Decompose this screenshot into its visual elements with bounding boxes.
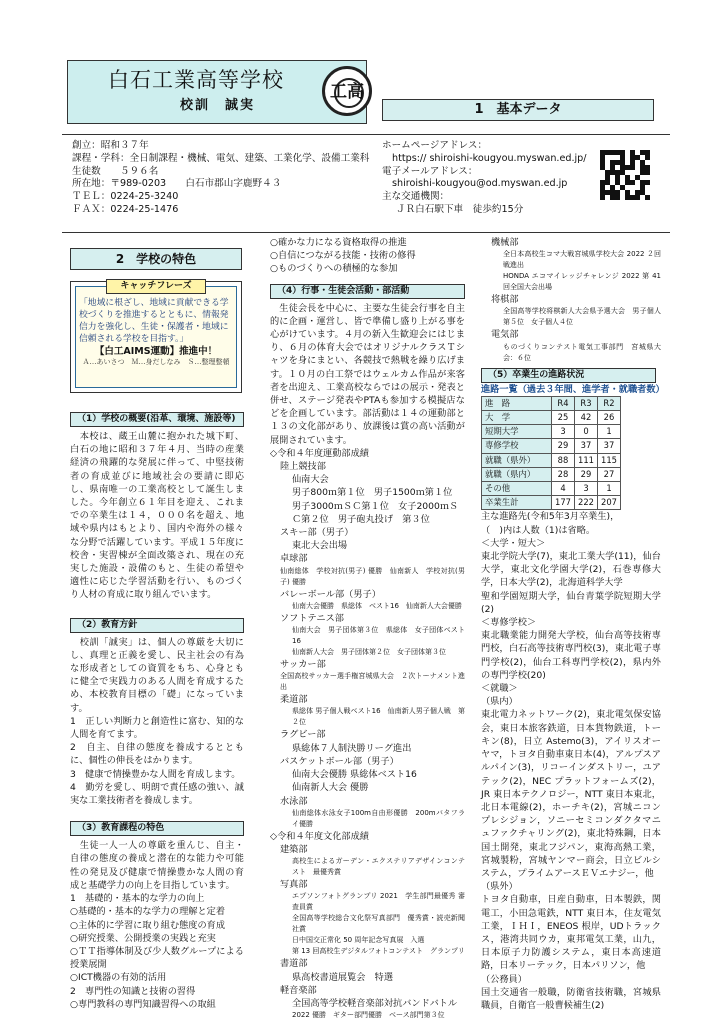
table-row [482, 425, 621, 439]
curriculum-item: ○ICT機器の有効的活用 [70, 972, 167, 984]
catchphrase-label: キャッチフレーズ [106, 279, 206, 294]
policy-text: 校訓「誠実」は、個人の尊厳を大切にし、真理と正義を愛し、民主社会の有為な形成者としての資質をもち、心身ともに健全で実践力のある人間を育成するため、本校教育目標の「礎」になっています。 [70, 636, 244, 714]
career-table-cell: 4 [552, 482, 575, 496]
club-result: 東北大会出場 [292, 540, 348, 552]
curriculum-list-continued [270, 236, 465, 276]
qr-code-icon[interactable] [600, 150, 650, 200]
club-result: 高校生によるガーデン・エクステリアデザインコンテスト 最優秀賞 [292, 857, 465, 877]
address: 所在地：〒989-0203 白石市郡山字鹿野４３ [72, 178, 282, 190]
curriculum-text: 生徒一人一人の尊厳を重んじ、自主・自律の態度の養成と潜在的な能力や可能性の発見及び健康で情操豊かな人間の育成と基礎学力の向上を目指しています。 [70, 840, 244, 891]
catchphrase-text: 「地域に根ざし、地域に貢献できる学校づくりを推進するとともに、情報発信力を強化し、生徒・保護者・地域に信頼される学校を目指す。」 [79, 298, 229, 344]
transport-label: 主な交通機関： [382, 191, 450, 203]
career-destination: （県外） [481, 881, 518, 893]
basic-info-left [72, 140, 369, 217]
curriculum-item: ○専門教科の専門知識習得への取組 [70, 998, 216, 1010]
policy-item: 2 自主、自律の態度を養成するとともに、個性の伸長をはかります。 [70, 742, 244, 767]
career-table-cell: 1 [598, 482, 621, 496]
divider-mid [62, 232, 670, 233]
career-table-cell: 大 学 [482, 411, 552, 425]
heading-career: （5）卒業生の進路状況 [481, 368, 656, 383]
column-3 [481, 236, 668, 1012]
career-table-cell: 短期大学 [482, 425, 552, 439]
career-table-cell: 就職（県外） [482, 453, 552, 467]
mail-address[interactable]: shiroishi-kougyou@od.myswan.ed.jp [392, 178, 568, 190]
career-table-cell: 卒業生計 [482, 496, 552, 510]
career-table-cell: 207 [598, 496, 621, 510]
career-table-cell: 29 [575, 467, 598, 481]
club-result: 全国高校サッカー選手権宮城県大会 ２次トーナメント進出 [280, 672, 465, 692]
career-table-header: R4 [552, 396, 575, 410]
club-result: 県高校書道展覧会 特選 [292, 971, 394, 983]
policy-list [70, 715, 244, 807]
mail-label: 電子メールアドレス： [382, 165, 478, 177]
column-1 [70, 412, 244, 1011]
career-table-cell: 就職（県内） [482, 467, 552, 481]
section-basic-data-heading: 1 基本データ [382, 99, 654, 121]
career-table [481, 396, 621, 511]
club-result: 仙南大会優勝 県総体ベスト16 [292, 769, 417, 781]
career-destination: ＜大学・短大＞ [481, 537, 546, 549]
club-result: 第 13 回高校生デジタルフォトコンテスト グランプリ [292, 947, 465, 956]
career-table-cell: 37 [598, 439, 621, 453]
catchphrase-box [70, 281, 242, 393]
policy-item: 1 正しい判断力と創造性に富む、知的な人間を育てます。 [70, 715, 244, 741]
career-table-cell: 111 [575, 453, 598, 467]
career-table-cell: 26 [598, 411, 621, 425]
career-destination: 東北職業能力開発大学校，仙台高等技術専門校，白石高等技術専門校(3)，東北電子専門学校(2)，仙台工科専門学校(2)，県内外の専門学校(20) [481, 630, 661, 681]
career-table-cell: 3 [552, 425, 575, 439]
hp-url[interactable]: https:// shiroishi-kougyou.myswan.ed.jp/ [392, 152, 587, 164]
career-table-cell: 177 [552, 496, 575, 510]
curriculum-item: ○確かな力になる資格取得の推進 [270, 237, 407, 248]
career-destination: 聖和学園短期大学，仙台青葉学院短期大学(2) [481, 590, 661, 615]
club-result: 仙南総体 学校対抗(男子) 優勝 仙南新人 学校対抗(男子) 優勝 [280, 566, 465, 586]
curriculum-item: 2 専門性の知識と技術の習得 [70, 985, 196, 997]
career-table-title: 進路一覧（過去３年間、進学者・就職者数） [481, 383, 665, 395]
club-result: HONDA エコマイレッジチャレンジ 2022 第 41 回全国大会出場 [503, 272, 661, 292]
club-result: 日中国交正常化 50 周年記念写真展 入選 [292, 936, 425, 945]
career-table-cell: 29 [552, 439, 575, 453]
aims-campaign: 【白工AIMS運動】推進中！ [94, 346, 218, 357]
club-result: ものづくりコンテスト電気工事部門 宮城県大会：６位 [503, 342, 661, 362]
club-result: ソフトテニス部 [280, 612, 344, 624]
career-destination: トヨタ自動車，日産自動車，日本製鉄，関電工，小田急電鉄，NTT 東日本，住友電気工業，ＩＨＩ，ENEOS 根岸，UDトラックス，港湾共同ウカ，東邦電気工業，山九，日本原子力防護システム，東日本高速道路，日本リーテック，日本パリソン，他 [481, 894, 661, 972]
career-destinations [481, 537, 661, 1012]
curriculum-item: ○ものづくりへの積極的な参加 [270, 263, 398, 275]
club-result: 県総体７人制決勝リーグ進出 [292, 742, 412, 754]
club-result: ◇令和４年度文化部成績 [270, 830, 369, 842]
curriculum-list [70, 892, 244, 1011]
career-table-cell: その他 [482, 482, 552, 496]
table-row [482, 467, 621, 481]
career-destination: （県内） [481, 696, 518, 708]
career-destination: 東北学院大学(7)，東北工業大学(11)，仙台大学，東北文化学園大学(2)，石巻専修大学，日本大学(2)，北海道科学大学 [481, 551, 661, 589]
club-result: 仙南大会 [292, 474, 329, 486]
club-result: バレーボール部（男子） [280, 588, 381, 600]
club-result: 県総体 男子個人戦ベスト16 仙南新人男子個人戦 第２位 [292, 707, 465, 727]
career-table-header: R2 [598, 396, 621, 410]
aims-key: Ａ…あいさつ Ｍ…身だしなみ Ｓ…整理整頓 [82, 358, 230, 367]
club-result: 仙南大会 男子団体第３位 県総体 女子団体ベスト16 [292, 626, 465, 646]
club-result: 仙南新人大会 優勝 [292, 782, 369, 794]
career-destination: ＜専修学校＞ [481, 617, 537, 629]
career-table-cell: 27 [598, 467, 621, 481]
school-motto: 校訓 誠実 [180, 98, 256, 113]
club-result: 男子3000ｍＳＣ第１位 女子2000ｍＳ [292, 500, 459, 512]
curriculum-item: ○ＴＴ指導体制及び少人数グループによる授業展開 [70, 945, 244, 971]
divider-top [62, 134, 670, 135]
career-destination: 東北電力ネットワーク(2)，東北電気保安協会，東日本旅客鉄道，日本貨物鉄道，トーキン(8)，日立 Astemo(3)，アイリスオーヤマ，トヨタ自動車東日本(4)，アルプスアルパイン(3)，リコーインダストリー，ユアテック(2)，NEC プラットフォームズ(2)，JR 東日本テクノロジー，NTT 東日本東北，北日本電線(2)，ホーチキ(2)，宮城ニコンプレシジョン，ソニーセミコンダクタマニュファクチャリング(2)，東北特殊鋼，日本国土開発，東北フジパン，東海高熱工業，宮城製粉，宮城ヤンマー商会，日立ビルシステム，プライムアースＥＶエナジー，他 [481, 709, 661, 879]
club-result: バスケットボール部（男子） [280, 755, 399, 767]
tel: ＴＥＬ：0224-25-3240 [72, 191, 179, 203]
club-result: 電気部 [491, 329, 519, 341]
club-result: 全国高等学校将棋新人大会県予選大会 男子個人 第５位 女子個人４位 [503, 307, 668, 327]
heading-overview: （1）学校の概要(沿革、環境、施設等) [70, 412, 244, 427]
career-table-cell: 222 [575, 496, 598, 510]
career-note-1: 主な進路先(令和5年3月卒業生)， [481, 511, 620, 523]
club-result: 将棋部 [491, 294, 519, 306]
policy-item: 3 健康で情操豊かな人間を育成します。 [70, 768, 241, 780]
career-table-cell: 1 [598, 425, 621, 439]
career-table-cell: 専修学校 [482, 439, 552, 453]
club-result: 仙南大会優勝 県総体 ベスト16 仙南新人大会優勝 [292, 601, 462, 610]
curriculum-item: ○基礎的・基本的な学力の理解と定着 [70, 906, 226, 918]
career-note-2: （ )内は人数（1)は省略。 [481, 524, 596, 536]
activities-text: 生徒会長を中心に、主要な生徒会行事を自主的に企画・運営し、皆で準備し盛り上がる事を心がけています。４月の新入生歓迎会にはじまり、６月の体育大会ではオリジナルクラスＴシャツを身にまとい、各競技で熱戦を繰り広げます。１０月の白工祭ではウェルカム作品が来客者を出迎え、工業高校ならではの展示・発表と併せ、ステージ発表やPTAも参加する模擬店などを企画しています。部活動は１４の運動部と１３の文化部があり、放課後は賞の高い活動が展開されています。 [270, 302, 465, 446]
club-result: 機械部 [491, 237, 519, 248]
table-row [482, 453, 621, 467]
transport: ＪＲ白石駅下車 徒歩約15分 [396, 203, 524, 215]
heading-curriculum: （3）教育課程の特色 [70, 821, 244, 836]
career-table-cell: 37 [575, 439, 598, 453]
club-result: ラグビー部 [280, 729, 326, 741]
table-row [482, 411, 621, 425]
table-row [482, 482, 621, 496]
table-row [482, 439, 621, 453]
heading-policy: （2）教育方針 [70, 618, 244, 633]
school-name: 白石工業高等学校 [108, 68, 284, 92]
club-result: 水泳部 [280, 795, 308, 807]
fax: ＦＡＸ：0224-25-1476 [72, 203, 179, 215]
club-results [270, 460, 465, 1021]
career-table-cell: 115 [598, 453, 621, 467]
column-2 [270, 236, 465, 1021]
heading-activities: （4）行事・生徒会活動・部活動 [270, 284, 465, 299]
curriculum-item: 1 基礎的・基本的な学力の向上 [70, 893, 205, 905]
table-row [482, 496, 621, 510]
policy-item: 4 勤労を愛し、明朗で責任感の強い、誠実な工業技術者を養成します。 [70, 781, 244, 807]
club-result: 柔道部 [280, 694, 308, 706]
hp-label: ホームページアドレス： [382, 140, 488, 151]
club-result: サッカー部 [280, 659, 326, 671]
career-destination: 国土交通省一般職，防衛省技術職，宮城県職員，自衛官一般曹候補生(2) [481, 986, 661, 1011]
students: 生徒数 ５９６名 [72, 165, 159, 177]
career-destination: ＜就職＞ [481, 683, 518, 695]
curriculum-item: ○研究授業、公開授業の実践と充実 [70, 932, 216, 944]
club-result: 全国高等学校軽音楽部対抗バンドバトル [292, 997, 458, 1009]
career-table-cell: 88 [552, 453, 575, 467]
career-table-cell: 42 [575, 411, 598, 425]
club-result: 陸上競技部 [280, 461, 326, 473]
club-result: 全国高等学校総合文化祭写真部門 優秀賞・読売新聞社賞 [292, 914, 465, 934]
club-results-continued [481, 236, 668, 364]
club-result: 全日本高校生コマ大戦宮城県学校大会 2022 ２回戦進出 [503, 250, 661, 270]
overview-text: 本校は、蔵王山麓に抱かれた城下町、白石の地に昭和３７年４月、当時の産業経済の飛躍的な発展に伴って、中堅技術者の育成並びに地域社会の要請に即応し、県南唯一の工業高校として誕生しました。今年創立６１年目を迎え、これまでの卒業生は１４，０００名を超え、地域や県内はもとより、国内や海外の様々な分野で活躍しています。平成１５年度に校舎・実習棟が全面改築され、現在の充実した施設・設備のもと、生徒の希望や適性に応じた学習活動を行い、ものづくり人材の育成に取り組んでいます。 [70, 431, 244, 601]
career-destination: （公務員） [481, 973, 527, 985]
club-result: 軽音楽部 [280, 984, 317, 996]
career-table-cell: 28 [552, 467, 575, 481]
qr-module [645, 195, 650, 200]
emblem-text: 工高 [330, 82, 364, 102]
courses: 課程・学科：全日制課程・機械、電気、建築、工業化学、設備工業科 [72, 152, 370, 164]
club-result: 仙南総体水泳女子100m自由形優勝 200mバタフライ優勝 [292, 808, 465, 828]
club-result: 写真部 [280, 879, 308, 891]
curriculum-item: ○主体的に学習に取り組む態度の育成 [70, 919, 226, 931]
club-result: 卓球部 [280, 553, 308, 565]
club-result: スキー部（男子） [280, 527, 354, 539]
club-result: 書道部 [280, 958, 308, 970]
founded: 創立：昭和３７年 [72, 140, 149, 151]
career-table-cell: 25 [552, 411, 575, 425]
club-result: 男子800ｍ第１位 男子1500ｍ第１位 [292, 487, 453, 499]
career-table-header: 進 路 [482, 396, 552, 410]
club-result: Ｃ第２位 男子砲丸投げ 第３位 [292, 513, 430, 525]
school-emblem [322, 66, 372, 116]
club-result: 2022 優勝 ギター部門優勝 ベース部門第３位 [292, 1011, 445, 1020]
club-result: エプソンフォトグランプリ 2021 学生部門最優秀 審査員賞 [292, 892, 465, 912]
club-result: 仙南新人大会 男子団体第２位 女子団体第３位 [292, 648, 446, 657]
sports-results-title: ◇令和４年度運動部成績 [270, 447, 369, 459]
career-table-cell: 0 [575, 425, 598, 439]
basic-info-right [382, 140, 587, 217]
club-result: 建築部 [280, 843, 308, 855]
career-table-header: R3 [575, 396, 598, 410]
career-table-cell: 3 [575, 482, 598, 496]
section-features-heading: 2 学校の特色 [70, 248, 242, 270]
curriculum-item: ○自信につながる技能・技術の修得 [270, 250, 416, 262]
